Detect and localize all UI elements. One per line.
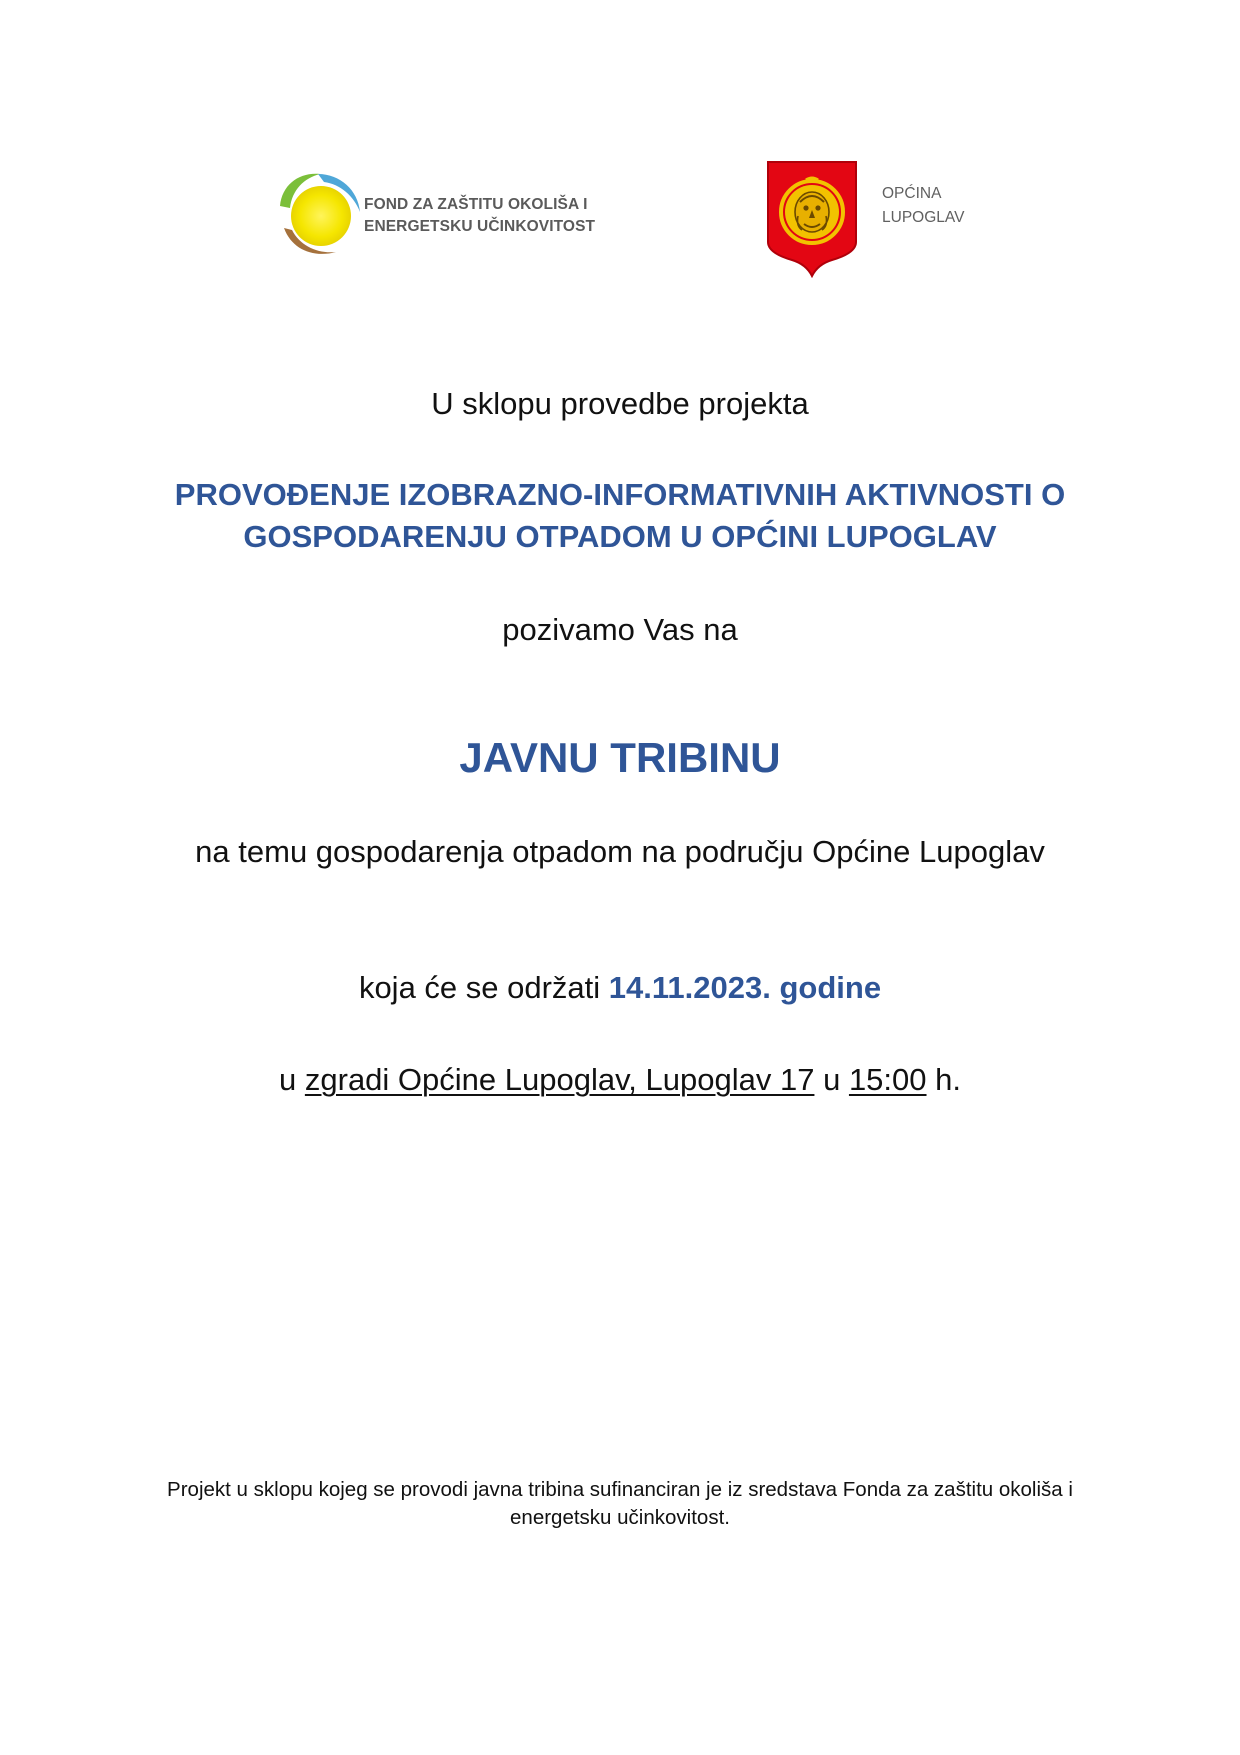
opcina-logo — [766, 160, 996, 280]
intro-text: U sklopu provedbe projekta — [431, 386, 809, 421]
fond-sun-logo-icon — [274, 170, 362, 258]
funding-note-line1: Projekt u sklopu kojeg se provodi javna tribina sufinanciran je iz sredstava Fonda za zaštitu okoliša i — [167, 1478, 1073, 1501]
event-date: 14.11.2023. godine — [608, 970, 882, 1005]
location-middle: u — [823, 1062, 841, 1097]
funding-note-line2: energetsku učinkovitost. — [510, 1506, 730, 1529]
topic-text: na temu gospodarenja otpadom na području Općine Lupoglav — [195, 834, 1045, 869]
opcina-logo-line2: LUPOGLAV — [882, 209, 965, 226]
project-title-line2: GOSPODARENJU OTPADOM U OPĆINI LUPOGLAV — [243, 519, 997, 554]
location-suffix: h. — [935, 1062, 961, 1097]
funding-note — [150, 1476, 1090, 1532]
date-prefix: koja će se održati — [358, 970, 601, 1005]
fond-logo — [274, 170, 594, 260]
location-place: zgradi Općine Lupoglav, Lupoglav 17 — [304, 1062, 815, 1097]
event-time: 15:00 — [848, 1062, 927, 1097]
location-prefix: u — [279, 1062, 297, 1097]
lupoglav-coat-of-arms-icon — [766, 160, 858, 278]
fond-logo-line2: ENERGETSKU UČINKOVITOST — [364, 218, 596, 235]
date-line — [0, 970, 1240, 1006]
project-title-line1: PROVOĐENJE IZOBRAZNO-INFORMATIVNIH AKTIVNOSTI O — [174, 477, 1066, 512]
project-title — [0, 474, 1240, 558]
event-title: JAVNU TRIBINU — [459, 734, 781, 781]
location-line — [0, 1062, 1240, 1098]
invite-text: pozivamo Vas na — [502, 612, 738, 647]
opcina-logo-text — [882, 182, 964, 230]
opcina-logo-line1: OPĆINA — [882, 185, 942, 202]
fond-logo-line1: FOND ZA ZAŠTITU OKOLIŠA I — [364, 196, 588, 213]
fond-logo-text — [364, 194, 595, 238]
